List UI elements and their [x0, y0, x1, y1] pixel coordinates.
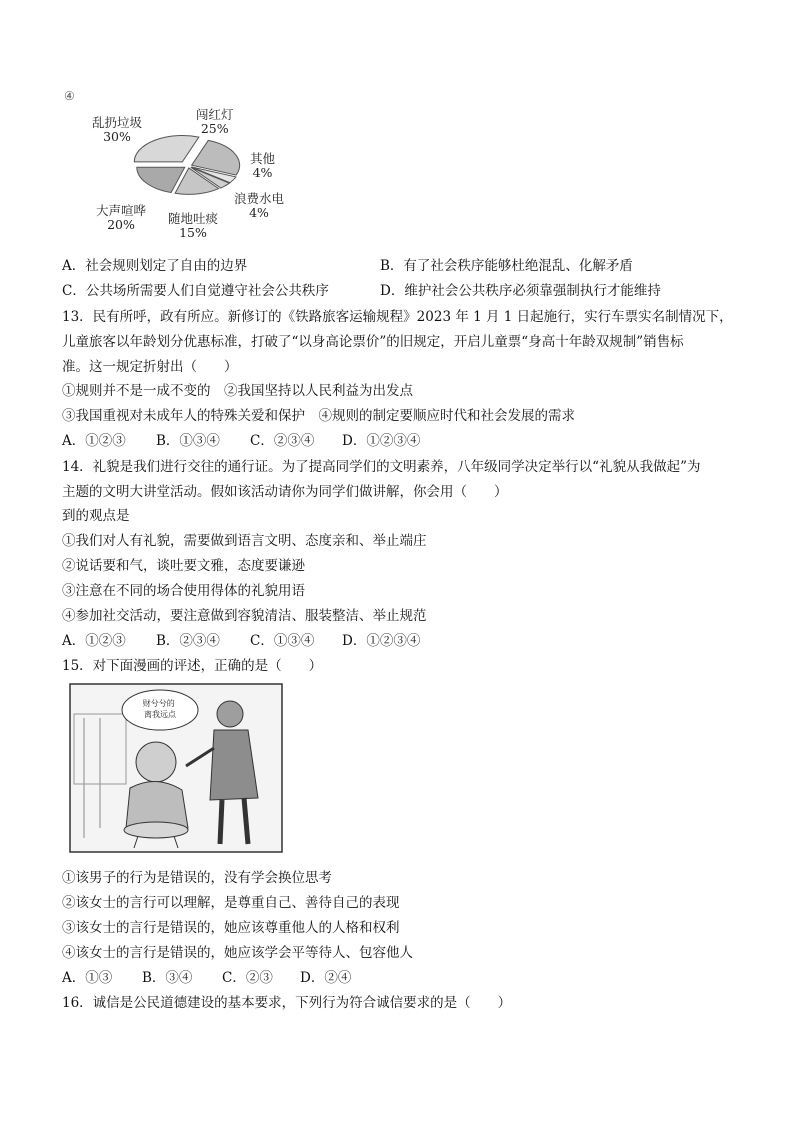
q14-option-c: C．①③④ [250, 633, 315, 649]
q15-option-d: D．②④ [300, 970, 352, 986]
pie-label-noise: 大声喧哗 20% [96, 203, 147, 232]
q14-statement-4: ④参加社交活动，要注意做到容貌清洁、服装整洁、举止规范 [62, 608, 427, 624]
q12-option-d: D．维护社会公共秩序必须靠强制执行才能维持 [380, 283, 661, 299]
q12-option-c: C．公共场所需要人们自觉遵守社会公共秩序 [62, 283, 329, 299]
q13-option-d: D．①②③④ [342, 433, 421, 449]
q15-option-a: A．①③ [62, 970, 113, 986]
q13-statement-2: ③我国重视对未成年人的特殊关爱和保护 ④规则的制定要顺应时代和社会发展的需求 [62, 408, 575, 424]
q13-stem-3: 准。这一规定折射出（ ） [62, 359, 238, 375]
q13-option-a: A．①②③ [62, 433, 126, 449]
q14-stem-2: 主题的文明大讲堂活动。假如该活动请你为同学们做讲解，你会用（ ） [62, 484, 508, 500]
q13-options [62, 431, 754, 451]
q14-stem-1: 14．礼貌是我们进行交往的通行证。为了提高同学们的文明素养，八年级同学决定举行以“礼貌从我做起”为 [62, 459, 701, 475]
pie-label-spit: 随地吐痰 15% [168, 211, 219, 240]
pie-label-waste: 浪费水电 4% [234, 191, 285, 220]
q13-option-c: C．②③④ [250, 433, 315, 449]
pie-label-red-light: 闯红灯 25% [196, 107, 234, 136]
q14-statement-1: ①我们对人有礼貌，需要做到语言文明、态度亲和、举止端庄 [62, 533, 427, 549]
q15-statement-3: ③该女士的言行是错误的，她应该尊重他人的人格和权利 [62, 920, 400, 936]
q13-option-b: B．①③④ [156, 433, 220, 449]
q15-statement-1: ①该男子的行为是错误的，没有学会换位思考 [62, 870, 332, 886]
pie-chart-figure [62, 86, 312, 246]
q14-option-b: B．②③④ [156, 633, 220, 649]
pie-label-litter: 乱扔垃圾 30% [92, 115, 143, 144]
q13-statement-1: ①规则并不是一成不变的 ②我国坚持以人民利益为出发点 [62, 383, 413, 399]
cartoon-speech-text: 财兮兮的 离我远点 [142, 699, 176, 719]
q14-stem-3: 到的观点是 [62, 508, 130, 524]
q15-option-b: B．③④ [142, 970, 193, 986]
cartoon-illustration [64, 678, 288, 858]
q14-option-a: A．①②③ [62, 633, 126, 649]
figure-marker: ④ [64, 89, 75, 103]
q15-statement-2: ②该女士的言行可以理解，是尊重自己、善待自己的表现 [62, 895, 400, 911]
q12-option-b: B．有了社会秩序能够杜绝混乱、化解矛盾 [380, 258, 633, 274]
q15-options [62, 968, 754, 988]
pie-label-other: 其他 4% [250, 151, 276, 180]
q13-stem-2: 儿童旅客以年龄划分优惠标准，打破了“以身高论票价”的旧规定，开启儿童票“身高十年龄双规制”销售标 [62, 334, 684, 350]
q15-statement-4: ④该女士的言行是错误的，她应该学会平等待人、包容他人 [62, 945, 413, 961]
q12-option-a: A．社会规则划定了自由的边界 [62, 258, 248, 274]
q14-options [62, 631, 754, 651]
q15-option-c: C．②③ [222, 970, 273, 986]
cartoon-image [64, 678, 288, 858]
q14-option-d: D．①②③④ [342, 633, 421, 649]
q14-statement-3: ③注意在不同的场合使用得体的礼貌用语 [62, 583, 305, 599]
q16-stem: 16．诚信是公民道德建设的基本要求，下列行为符合诚信要求的是（ ） [62, 995, 512, 1011]
q14-statement-2: ②说话要和气，谈吐要文雅，态度要谦逊 [62, 558, 305, 574]
pie-slice-0 [134, 135, 199, 161]
q13-stem-1: 13．民有所呼，政有所应。新修订的《铁路旅客运输规程》2023 年 1 月 1 日起施行，实行车票实名制情况下， [62, 309, 733, 325]
q15-stem: 15．对下面漫画的评述，正确的是（ ） [62, 658, 323, 674]
